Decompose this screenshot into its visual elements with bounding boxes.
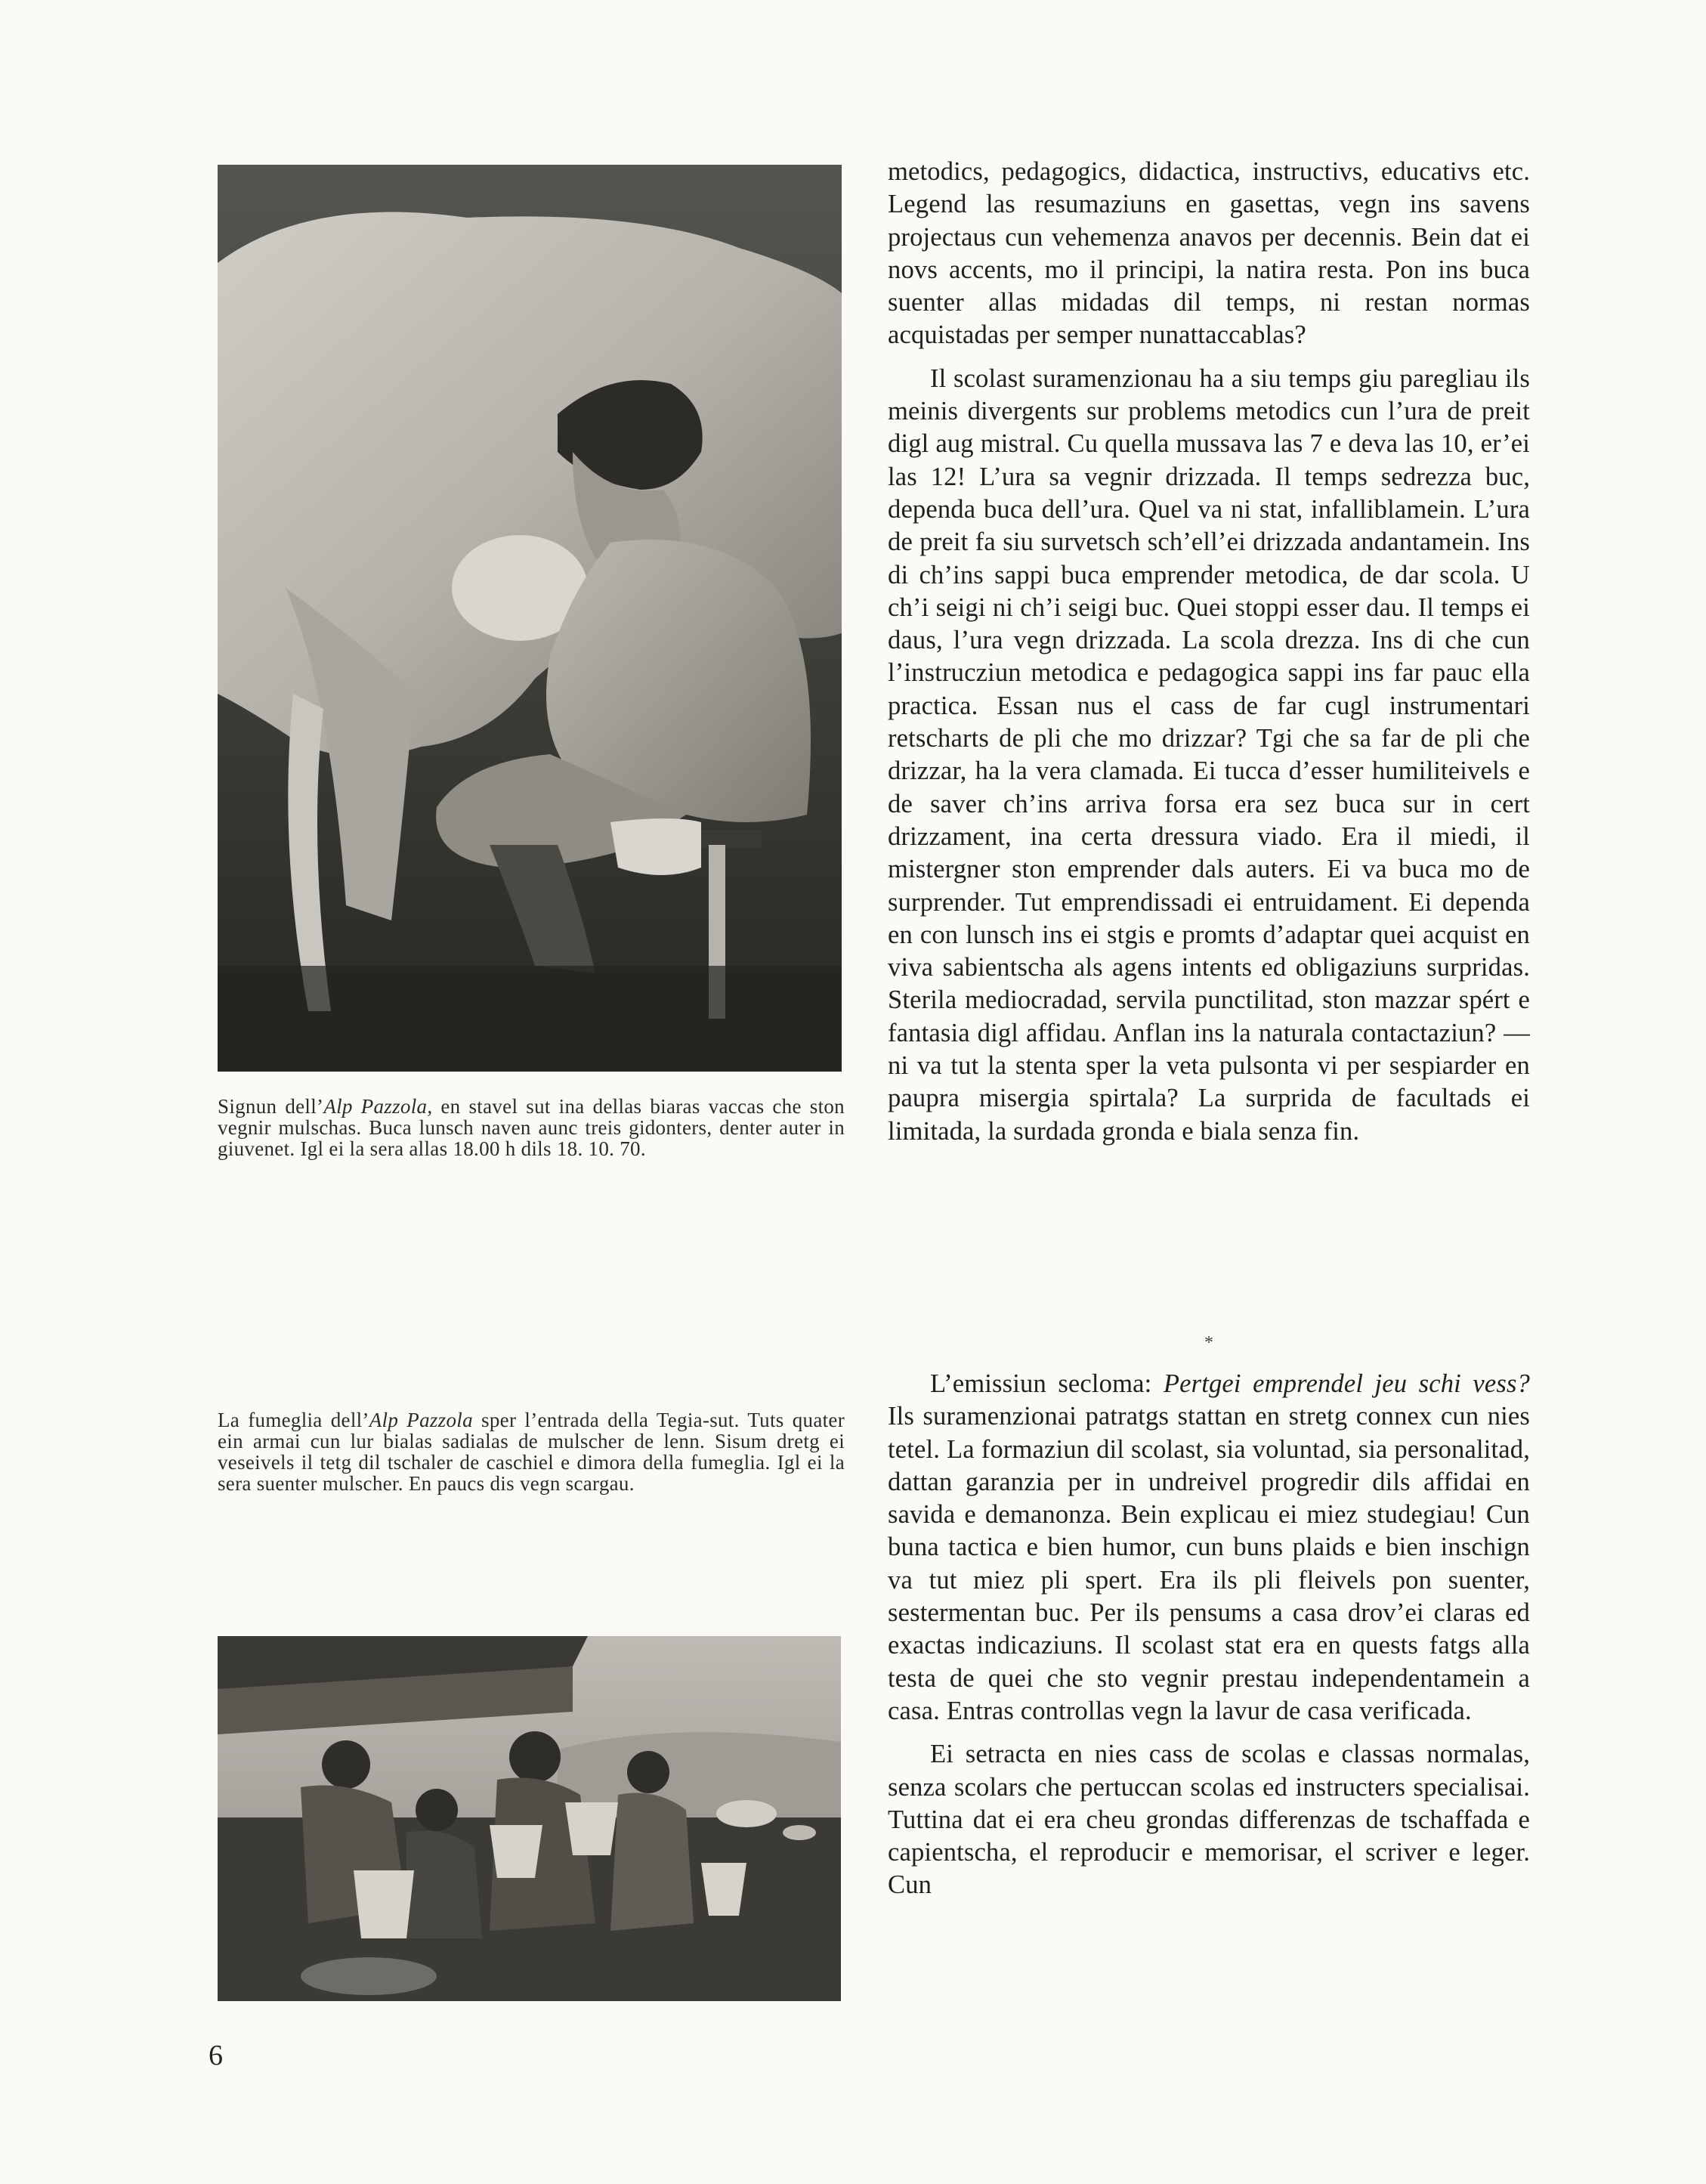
- paragraph-3: [888, 1368, 1530, 1728]
- page-number: 6: [209, 2040, 223, 2071]
- broadcast-title: Pertgei emprendel jeu schi vess?: [1163, 1369, 1530, 1398]
- caption-bottom-text-end: sper l’entrada della Tegia-sut. Tuts quater ein armai cun lur bialas sadialas de mulscher de lenn. Sisum dretg ei veseivels il tetg dil tschaler de caschiel e dimora della fumeglia. Igl ei la sera suenter mulscher. En paucs dis vegn scargau.: [218, 1409, 845, 1495]
- paragraph-3-rest: Ils suramenzionai patratgs stattan en stretg connex cun nies tetel. La formaziun dil scolast, sia voluntad, sia personalitad, dattan garanzia per in undreivel progredir dils affidai en savida e demanonza. Bein explicau ei miez studegiau! Cun buna tactica e bien humor, cun buns plaids e bien inschign va tut miez pli spert. Era ils pli fleivels pon suenter, sestermentan buc. Per ils pensums a casa drov’ei claras ed exactas indicaziuns. Il scolast stat era en quests fatgs alla testa de quei che sto vegnir prestau independentamein a casa. Entras controllas vegn la lavur de casa verificada.: [888, 1402, 1530, 1725]
- caption-bottom-photo: [218, 1409, 845, 1494]
- paragraph-2: Il scolast suramenzionau ha a siu temps giu paregliau ils meinis divergents sur problems metodics cun l’ura de preit digl aug mistral. Cu quella mussava las 7 e deva las 10, er’ei las 12! L’ura sa vegnir drizzada. Il temps sedrezza buc, dependa buca dell’ura. Quel va ni stat, infalliblamein. L’ura de preit fa siu survetsch sch’ell’ei drizzada andantamein. Ins di ch’ins sappi buca emprender metodica, de dar scola. U ch’i seigi ni ch’i seigi buc. Quei stoppi esser dau. Il temps ei daus, l’ura vegn drizzada. La scola drezza. Ins di che cun l’instrucziun metodica e pedagogica sappi ins far pauc ella practica. Essan nus el cass de far cugl instrumentari retscharts de pli che mo drizzar? Tgi che sa far de pli che drizzar, ha la vera clamada. Ei tucca d’esser humiliteivels e de saver ch’ins arriva forsa era sez buca sur in cert drizzament, ina certa dressura viado. Era il miedi, il mistergner ston emprender dals auters. Ei va buca mo de surprender. Tut emprendissadi ei entruidament. Ei dependa en con lunsch ins ei stgis e promts d’adaptar quei acquist en viva sabientscha als agens intents ed obligaziuns surpridas. Sterila mediocradad, servila punctilitad, ston mazzar spért e fantasia digl affidau. Anflan ins la naturala contactaziun? — ni va tut la stenta sper la veta pulsonta vi per sespiarder en paupra misergia spirtala? La surprida de facultads ei limitada, la surdada gronda e biala senza fin.: [888, 363, 1530, 1146]
- caption-top-text-end: en stavel sut ina dellas biaras vaccas che ston vegnir mulschas. Buca lunsch naven aunc treis gidonters, denter auter in giuvenet. Igl ei la sera allas 18.00 h dils 18. 10. 70.: [218, 1095, 845, 1160]
- caption-top-place-name: Alp Pazzola,: [323, 1095, 433, 1118]
- paragraph-1: metodics, pedagogics, didactica, instructivs, educativs etc. Legend las resumaziuns en gasettas, vegn ins savens projectaus cun vehemenza anavos per decennis. Bein dat ei novs accents, mo il principi, la natira resta. Pon ins buca suenter allas midadas dil temps, ni restan normas acquistadas per semper nunattaccablas?: [888, 157, 1530, 350]
- caption-bottom-text-start: La fumeglia dell’: [218, 1409, 369, 1431]
- photo-alp-crew: [218, 1636, 841, 2001]
- caption-top-photo: [218, 1096, 845, 1159]
- caption-bottom-place-name: Alp Pazzola: [369, 1409, 473, 1431]
- article-column-bottom: [888, 1368, 1530, 1902]
- photo-milking-cow: [218, 165, 842, 1072]
- caption-top-text-start: Signun dell’: [218, 1095, 324, 1118]
- milking-photo-illustration: [218, 165, 842, 1072]
- section-separator: *: [1204, 1333, 1213, 1353]
- paragraph-4: Ei setracta en nies cass de scolas e classas normalas, senza scolars che pertuccan scolas ed instructers specialisai. Tuttina dat ei era cheu grondas differenzas de tschaffada e capientscha, el reproducir e memorisar, el scriver e leger. Cun: [888, 1740, 1530, 1900]
- paragraph-3-start: L’emissiun secloma:: [930, 1369, 1164, 1398]
- crew-photo-illustration: [218, 1636, 841, 2001]
- article-column-top: [888, 156, 1530, 1148]
